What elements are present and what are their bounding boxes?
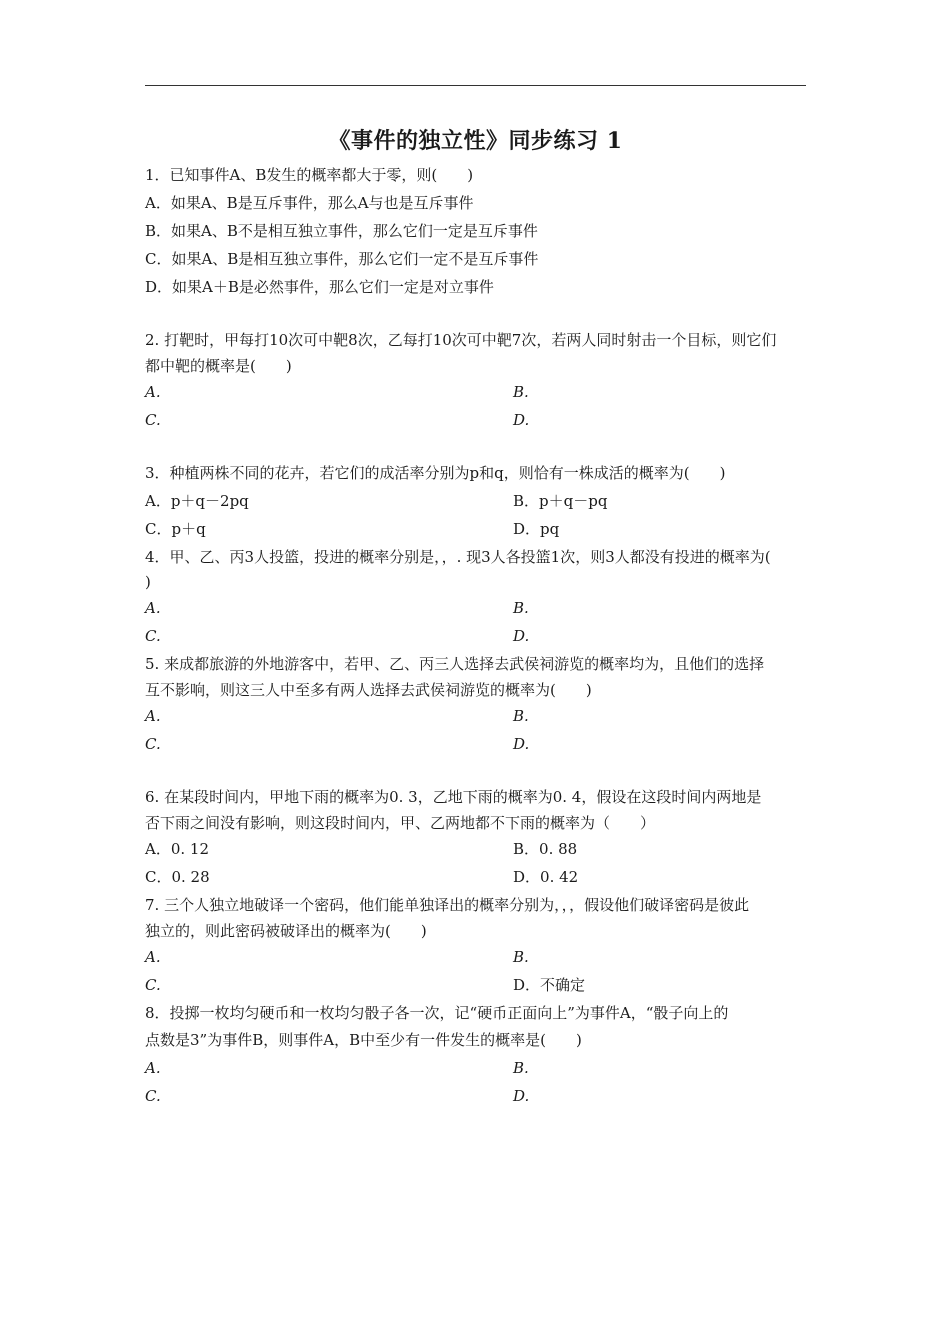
q3-option-c: C．p＋q [145,520,206,538]
q6-option-a: A．0. 12 [145,840,209,858]
q7-option-a: A. [145,948,161,966]
q1-option-d: D．如果A＋B是必然事件，那么它们一定是对立事件 [145,278,494,296]
q1-option-a: A．如果A、B是互斥事件，那么A与也是互斥事件 [145,194,474,212]
q4-option-b: B. [513,599,529,617]
q7-stem-line1: 7. 三个人独立地破译一个密码，他们能单独译出的概率分别为，，，假设他们破译密码是彼此 [145,896,750,914]
q6-stem-line1: 6. 在某段时间内，甲地下雨的概率为0. 3，乙地下雨的概率为0. 4，假设在这段时间内两地是 [145,788,762,806]
q5-stem-line1: 5. 来成都旅游的外地游客中，若甲、乙、丙三人选择去武侯祠游览的概率均为，且他们的选择 [145,655,765,673]
q4-stem-line1: 4．甲、乙、丙3人投篮，投进的概率分别是，，. 现3人各投篮1次，则3人都没有投进的概率为( [145,548,771,566]
q6-option-d: D．0. 42 [513,868,579,886]
q8-option-a: A. [145,1059,161,1077]
q2-option-b: B. [513,383,529,401]
q3-option-b: B．p＋q－pq [513,492,608,510]
q5-option-d: D. [513,735,530,753]
q7-option-c: C. [145,976,161,994]
q1-option-c: C．如果A、B是相互独立事件，那么它们一定不是互斥事件 [145,250,539,268]
q5-stem-line2: 互不影响，则这三人中至多有两人选择去武侯祠游览的概率为( ) [145,681,592,699]
page-title: 《事件的独立性》同步练习 1 [328,128,623,154]
q8-option-c: C. [145,1087,161,1105]
q2-option-a: A. [145,383,161,401]
q2-option-d: D. [513,411,530,429]
q3-option-a: A．p＋q－2pq [145,492,249,510]
q3-stem: 3．种植两株不同的花卉，若它们的成活率分别为p和q，则恰有一株成活的概率为( ) [145,464,726,482]
q2-option-c: C. [145,411,161,429]
q3-option-d: D．pq [513,520,560,538]
q5-option-a: A. [145,707,161,725]
q2-stem-line1: 2. 打靶时，甲每打10次可中靶8次，乙每打10次可中靶7次，若两人同时射击一个目标，则它们 [145,331,777,349]
q6-option-c: C．0. 28 [145,868,210,886]
q2-stem-line2: 都中靶的概率是( ) [145,357,292,375]
q7-stem-line2: 独立的，则此密码被破译出的概率为( ) [145,922,427,940]
q4-stem-line2: ) [145,573,151,591]
q5-option-b: B. [513,707,529,725]
header-rule [145,85,806,86]
q8-option-b: B. [513,1059,529,1077]
q1-stem: 1．已知事件A、B发生的概率都大于零，则( ) [145,166,474,184]
q8-stem-line1: 8．投掷一枚均匀硬币和一枚均匀骰子各一次，记“硬币正面向上”为事件A，“骰子向上的 [145,1004,729,1022]
q4-option-d: D. [513,627,530,645]
q4-option-a: A. [145,599,161,617]
q6-stem-line2: 否下雨之间没有影响，则这段时间内，甲、乙两地都不下雨的概率为（ ） [145,814,656,832]
q7-option-b: B. [513,948,529,966]
q6-option-b: B．0. 88 [513,840,578,858]
q8-stem-line2: 点数是3”为事件B，则事件A，B中至少有一件发生的概率是( ) [145,1031,582,1049]
q5-option-c: C. [145,735,161,753]
q1-option-b: B．如果A、B不是相互独立事件，那么它们一定是互斥事件 [145,222,538,240]
q7-option-d: D．不确定 [513,976,586,994]
q8-option-d: D. [513,1087,530,1105]
q4-option-c: C. [145,627,161,645]
